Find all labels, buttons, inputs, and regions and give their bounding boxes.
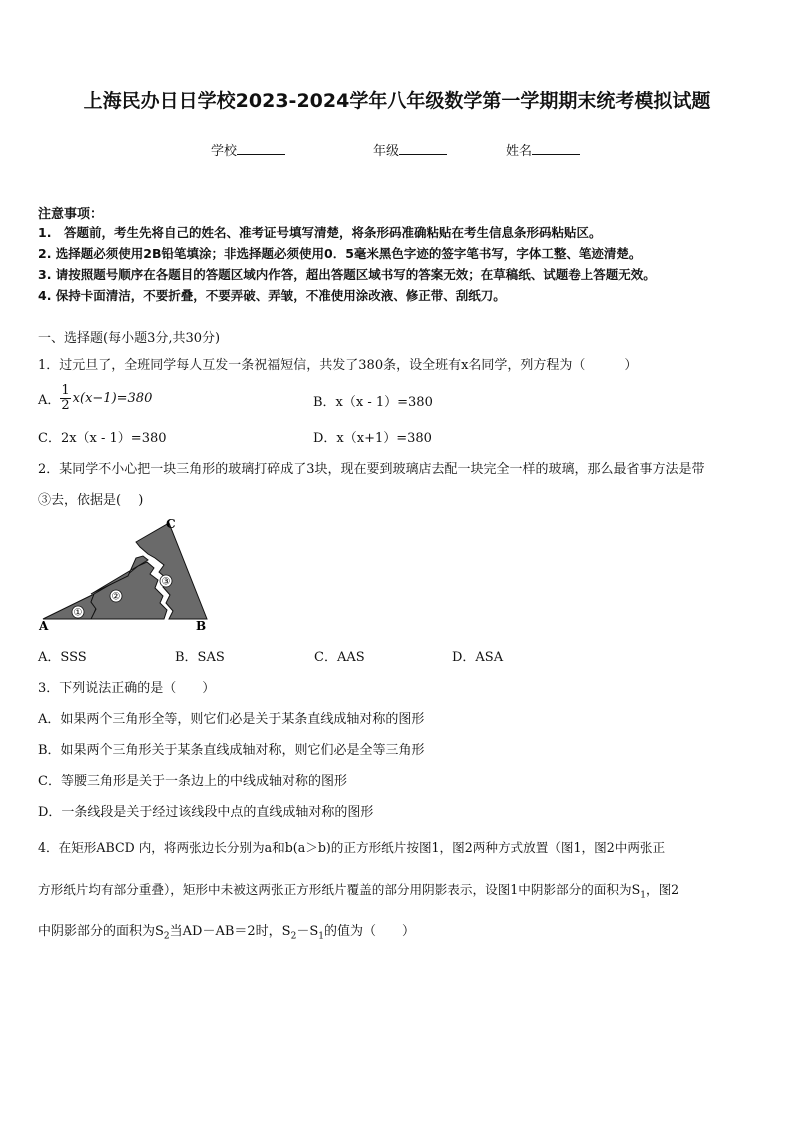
school-label: 学校 (211, 144, 238, 159)
q4-line-2-text: 方形纸片均有部分重叠），矩形中未被这两张正方形纸片覆盖的部分用阴影表示，设图1中阴影部分的面积为S (38, 882, 641, 897)
grade-blank[interactable] (399, 142, 447, 155)
q1-option-d[interactable]: D．x（x+1）=380 (313, 431, 432, 446)
q2-option-b[interactable]: B．SAS (175, 650, 225, 665)
q1-option-a-expr: x(x−1)=380 (72, 390, 153, 406)
q4-line-3-mid: 当AD－AB＝2时，S (169, 924, 291, 939)
subscript: 2 (290, 931, 297, 942)
notice-heading: 注意事项： (38, 207, 104, 222)
q1-option-b[interactable]: B．x（x - 1）=380 (313, 395, 433, 410)
q2-stem-line-2: ③去，依据是( ) (38, 493, 144, 508)
grade-field[interactable] (373, 140, 447, 159)
q4-line-3-tail: 的值为（ ） (323, 924, 415, 939)
vertex-b-label: B (196, 619, 207, 633)
name-field[interactable] (506, 140, 580, 159)
fraction-numerator: 1 (61, 382, 70, 398)
school-blank[interactable] (237, 142, 285, 155)
notice-item-3: 3. 请按照题号顺序在各题目的答题区域内作答，超出答题区域书写的答案无效；在草稿纸、试题卷上答题无效。 (38, 267, 656, 282)
q3-stem: 3．下列说法正确的是（ ） (38, 681, 216, 696)
page-title: 上海民办日日学校2023-2024学年八年级数学第一学期期末统考模拟试题 (83, 90, 711, 112)
piece-2-label: ② (111, 591, 121, 603)
piece-1-label: ① (73, 607, 83, 619)
q4-line-3-minus: －S (296, 924, 319, 939)
q2-option-d[interactable]: D．ASA (452, 650, 504, 665)
q4-line-2-tail: ，图2 (645, 882, 680, 897)
section-heading: 一、选择题(每小题3分,共30分) (38, 331, 221, 346)
school-field[interactable] (211, 140, 285, 159)
q4-line-2 (38, 879, 679, 901)
subscript: 1 (640, 890, 646, 901)
q3-option-d[interactable]: D．一条线段是关于经过该线段中点的直线成轴对称的图形 (38, 805, 374, 820)
fraction (60, 384, 70, 413)
q2-stem-line-1: 2．某同学不小心把一块三角形的玻璃打碎成了3块，现在要到玻璃店去配一块完全一样的玻璃，那么最省事方法是带 (38, 462, 705, 477)
grade-label: 年级 (373, 144, 400, 159)
name-label: 姓名 (506, 144, 533, 159)
q2-option-c[interactable]: C．AAS (314, 650, 365, 665)
vertex-c-label: C (166, 517, 176, 531)
glass-piece-2 (91, 562, 167, 619)
q2-option-a[interactable]: A．SSS (38, 650, 87, 665)
subscript: 1 (318, 931, 324, 942)
fraction-denominator: 2 (61, 397, 70, 413)
notice-item-1: 1. 答题前，考生先将自己的姓名、准考证号填写清楚，将条形码准确粘贴在考生信息条形码粘贴区。 (38, 225, 602, 240)
q3-option-c[interactable]: C．等腰三角形是关于一条边上的中线成轴对称的图形 (38, 774, 347, 789)
name-blank[interactable] (532, 142, 580, 155)
q4-line-1: 4．在矩形ABCD 内，将两张边长分别为a和b(a＞b)的正方形纸片按图1，图2两种方式放置（图1，图2中两张正 (38, 840, 666, 855)
broken-triangle-figure (36, 514, 216, 634)
notice-item-2: 2. 选择题必须使用2B铅笔填涂；非选择题必须使用0．5毫米黑色字迹的签字笔书写，字体工整、笔迹清楚。 (38, 246, 642, 261)
q1-option-a-label: A． (38, 392, 61, 408)
vertex-a-label: A (39, 619, 49, 633)
subscript: 2 (163, 931, 170, 942)
glass-piece-1 (43, 594, 96, 619)
q4-line-3 (38, 920, 415, 942)
q1-option-a[interactable] (38, 380, 152, 416)
q1-option-c[interactable]: C．2x（x - 1）=380 (38, 431, 167, 446)
piece-3-label: ③ (161, 576, 171, 588)
q3-option-a[interactable]: A．如果两个三角形全等，则它们必是关于某条直线成轴对称的图形 (38, 712, 425, 727)
notice-item-4: 4. 保持卡面清洁，不要折叠，不要弄破、弄皱，不准使用涂改液、修正带、刮纸刀。 (38, 288, 506, 303)
q3-option-b[interactable]: B．如果两个三角形关于某条直线成轴对称，则它们必是全等三角形 (38, 743, 425, 758)
q1-stem: 1．过元旦了，全班同学每人互发一条祝福短信，共发了380条，设全班有x名同学，列方程为（ ） (38, 358, 638, 373)
q4-line-3-text: 中阴影部分的面积为S (38, 924, 164, 939)
